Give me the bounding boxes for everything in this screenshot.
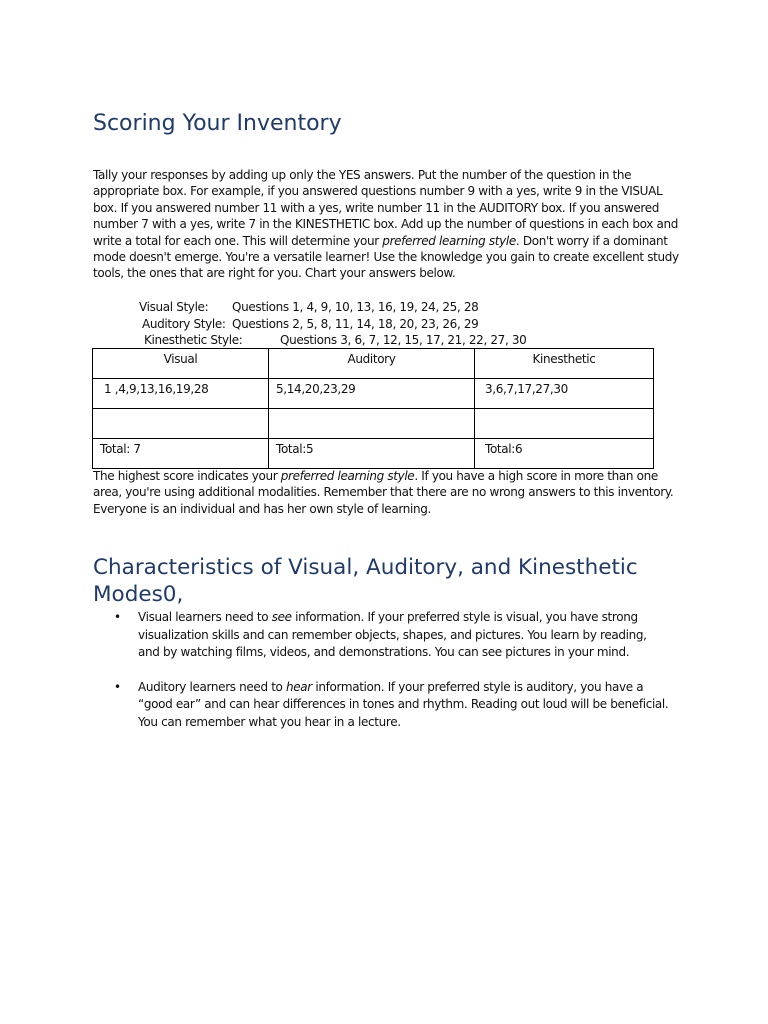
auditory-style-questions: Questions 2, 5, 8, 11, 14, 18, 20, 23, 26, 29 — [232, 317, 479, 331]
page-title: Scoring Your Inventory — [93, 111, 342, 136]
visual-style-questions: Questions 1, 4, 9, 10, 13, 16, 19, 24, 25, 28 — [232, 300, 479, 314]
section-heading: Characteristics of Visual, Auditory, and Kinesthetic Modes0, — [93, 555, 638, 607]
visual-emphasis: see — [271, 610, 292, 624]
list-item-visual — [110, 609, 670, 662]
visual-style-label: Visual Style: — [139, 300, 209, 314]
auditory-style-label: Auditory Style: — [142, 317, 226, 331]
kinesthetic-style-label: Kinesthetic Style: — [144, 333, 243, 347]
table-row-answers — [93, 379, 654, 409]
scoring-table — [92, 348, 654, 469]
answers-visual: 1 ,4,9,13,16,19,28 — [93, 379, 269, 409]
answers-auditory: 5,14,20,23,29 — [269, 379, 475, 409]
blank-auditory — [269, 409, 475, 439]
bullet-icon: • — [114, 679, 121, 694]
total-auditory: Total:5 — [269, 439, 475, 469]
total-visual: Total: 7 — [93, 439, 269, 469]
visual-text-2: information. If your preferred style is visual, you have strong visualization skills and can remember objects, shapes, and pictures. You learn by reading, and by watching films, videos, and demonstrations. You can see pictures in your mind. — [138, 610, 647, 660]
characteristics-list — [110, 609, 670, 749]
table-header-row — [93, 349, 654, 379]
after-text-2: . If you have a high score in more than one area, you're using additional modalities. Remember that there are no wrong answers to this inventory. Everyone is an individual and has her own style of learning. — [93, 469, 674, 516]
blank-visual — [93, 409, 269, 439]
after-text-1: The highest score indicates your — [93, 469, 281, 483]
after-emphasis: preferred learning style — [280, 469, 415, 483]
bullet-icon: • — [114, 610, 121, 624]
intro-emphasis: preferred learning style — [382, 233, 516, 248]
after-table-paragraph — [93, 468, 683, 517]
answers-kinesthetic: 3,6,7,17,27,30 — [475, 379, 654, 409]
total-kinesthetic: Total:6 — [475, 439, 654, 469]
auditory-text-1: Auditory learners need to — [138, 679, 287, 694]
kinesthetic-style-questions: Questions 3, 6, 7, 12, 15, 17, 21, 22, 27, 30 — [280, 333, 527, 347]
intro-paragraph — [93, 167, 683, 282]
intro-text-2: . Don't worry if a dominant mode doesn't emerge. You're a versatile learner! Use the knowledge you gain to create excellent study tools, the ones that are right for you. Chart your answers below. — [93, 233, 679, 281]
auditory-text-2: information. If your preferred style is auditory, you have a “good ear” and can hear differences in tones and rhythm. Reading out loud will be beneficial. You can remember what you hear in a lecture. — [138, 679, 669, 729]
visual-text-1: Visual learners need to — [138, 610, 272, 624]
table-row-blank — [93, 409, 654, 439]
header-auditory: Auditory — [269, 349, 475, 379]
blank-kinesthetic — [475, 409, 654, 439]
header-kinesthetic: Kinesthetic — [475, 349, 654, 379]
list-item-auditory — [110, 679, 670, 732]
header-visual: Visual — [93, 349, 269, 379]
auditory-emphasis: hear — [286, 679, 312, 694]
table-row-totals — [93, 439, 654, 469]
intro-text-1: Tally your responses by adding up only the YES answers. Put the number of the question in the appropriate box. For example, if you answered questions number 9 with a yes, write 9 in the VISUAL box. If you answered number 11 with a yes, write number 11 in the AUDITORY box. If you answered number 7 with a yes, write 7 in the KINESTHETIC box. Add up the number of questions in each box and write a total for each one. This will determine your — [93, 168, 678, 248]
